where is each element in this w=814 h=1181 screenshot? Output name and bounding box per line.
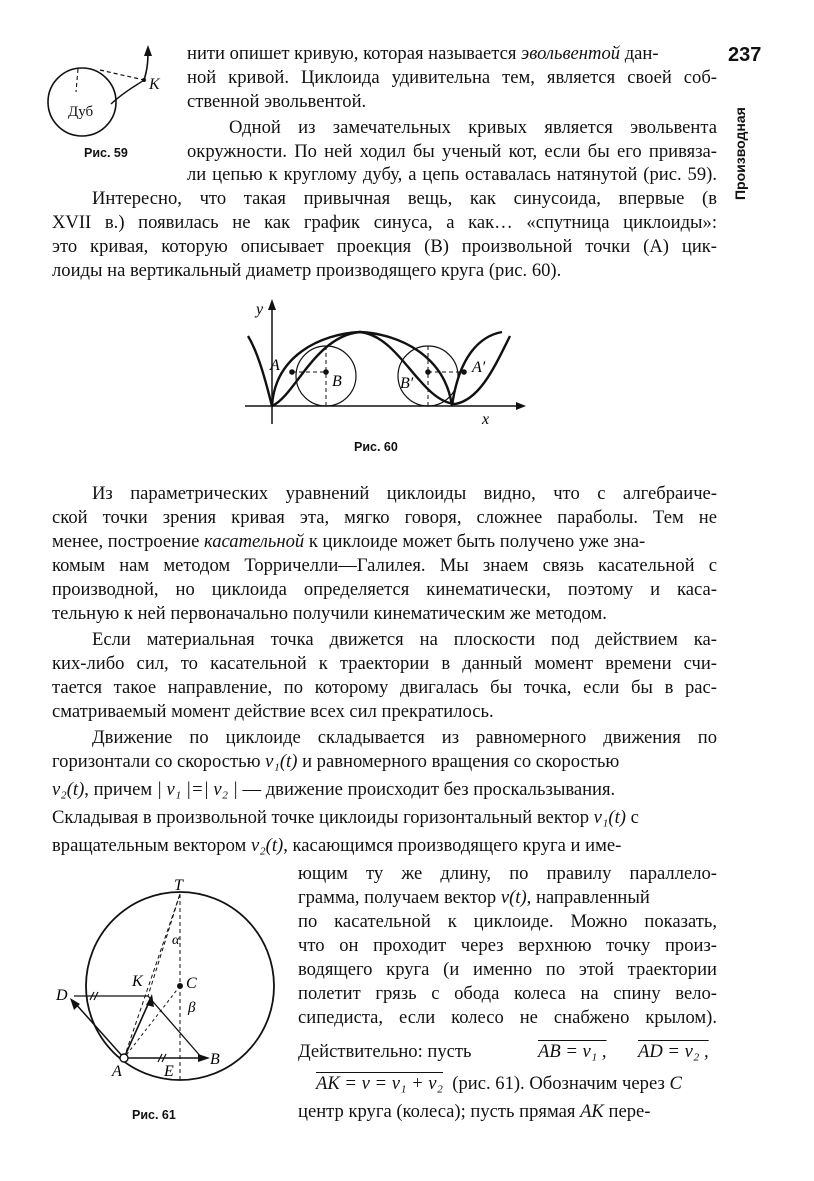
math-vt: v(t) xyxy=(500,887,527,908)
text-line: ли цепью к круглому дубу, а цепь оставалась натянутой (рис. 59). xyxy=(187,164,717,185)
fig61-label-e: E xyxy=(164,1063,174,1080)
text-line: ющим ту же длину, по правилу параллело- xyxy=(298,863,717,884)
text-line: центр круга (колеса); пусть прямая AK пере- xyxy=(298,1101,651,1122)
fig61-label-k: K xyxy=(132,973,143,990)
running-head: Производная xyxy=(732,107,748,200)
text-line: что он проходит через верхнюю точку произ- xyxy=(298,935,717,956)
math-v1t: v₁(t) xyxy=(593,807,626,828)
fig60-label-b-prime: B′ xyxy=(400,375,414,392)
fig61-label-alpha: α xyxy=(172,933,180,948)
text-line: нити опишет кривую, которая называется эвольвентой дан- xyxy=(187,43,659,64)
text-line: Действительно: пусть AB = v₁ , AD = v₂ , xyxy=(298,1041,709,1062)
text-line: по касательной к циклоиде. Можно показать, xyxy=(298,911,717,932)
text-line: вращательным вектором v₂(t), касающимся производящего круга и име- xyxy=(52,835,622,856)
fig60-label-y: y xyxy=(256,301,264,318)
text-line: это кривая, которую описывает проекция (B) произвольной точки (A) цик- xyxy=(52,236,717,257)
math-v2t: v₂(t) xyxy=(52,779,85,800)
text-line: производной, но циклоида определяется кинематически, поэтому и каса- xyxy=(52,579,717,600)
math-v1t: v₁(t) xyxy=(265,751,298,772)
text-line: тельную к ней первоначально получили кинематическим же методом. xyxy=(52,603,607,624)
term-tangent: касательной xyxy=(203,531,305,552)
text-line: Из параметрических уравнений циклоиды видно, что с алгебраиче- xyxy=(92,483,717,504)
term-evolvent: эвольвентой xyxy=(521,43,621,64)
text-line: сипедиста, если колесо не снабжено крылом). xyxy=(298,1007,717,1028)
text-line: тается такое направление, по которому двигалась бы точка, если бы в рас- xyxy=(52,677,717,698)
text-line: горизонтали со скоростью v₁(t) и равномерного вращения со скоростью xyxy=(52,751,620,772)
fig61-label-d: D xyxy=(56,987,68,1004)
text-line: полетит грязь с обода колеса на спину вело- xyxy=(298,983,717,1004)
math-ak: AK xyxy=(580,1101,604,1122)
fig59-caption: Рис. 59 xyxy=(84,146,128,160)
text-line: Складывая в произвольной точке циклоиды горизонтальный вектор v₁(t) с xyxy=(52,807,639,828)
fig60-caption: Рис. 60 xyxy=(354,440,398,454)
fig61-label-b: B xyxy=(210,1051,220,1068)
math-abs-eq: | v₁ |=| v₂ | xyxy=(156,779,238,800)
fig61-label-t: T xyxy=(174,877,183,894)
fig61-caption: Рис. 61 xyxy=(132,1108,176,1122)
text-line: Интересно, что такая привычная вещь, как синусоида, впервые (в xyxy=(92,188,717,209)
text-line: ской точки зрения кривая эта, мягко говоря, сложнее параболы. Тем не xyxy=(52,507,717,528)
math-ad-eq: AD = v₂ , xyxy=(638,1041,709,1062)
fig60-label-x: x xyxy=(482,411,490,428)
text-line: v₂(t), причем | v₁ |=| v₂ | — движение происходит без проскальзывания. xyxy=(52,779,616,800)
figure-61 xyxy=(52,876,284,1086)
text-line: ственной эвольвентой. xyxy=(187,91,367,112)
page-number: 237 xyxy=(728,44,762,66)
text-line: Движение по циклоиде складывается из равномерного движения по xyxy=(92,727,717,748)
text-line: водящего круга (и именно по этой траектории xyxy=(298,959,717,980)
text-line: грамма, получаем вектор v(t), направленный xyxy=(298,887,650,908)
fig59-point-k: K xyxy=(149,76,160,93)
fig60-label-b: B xyxy=(332,373,342,390)
math-ab-eq: AB = v₁ , xyxy=(538,1041,607,1062)
text-line: Если материальная точка движется на плоскости под действием ка- xyxy=(92,629,717,650)
math-ak-eq: AK = v = v₁ + v₂ xyxy=(316,1073,443,1094)
fig60-label-a: A xyxy=(270,357,280,374)
text-line: XVII в.) появилась не как график синуса, а как… «спутница циклоиды»: xyxy=(52,212,717,233)
text-line: ной кривой. Циклоида удивительна тем, является своей соб- xyxy=(187,67,717,88)
text-line: ких-либо сил, то касательной к траектории в данный момент времени счи- xyxy=(52,653,717,674)
text-line: окружности. По ней ходил бы ученый кот, если бы его привяза- xyxy=(187,141,717,162)
text-line: лоиды на вертикальный диаметр производящего круга (рис. 60). xyxy=(52,260,562,281)
text-line: AK = v = v₁ + v₂ (рис. 61). Обозначим через C xyxy=(316,1073,682,1094)
text-line: комым нам методом Торричелли—Галилея. Мы знаем связь касательной с xyxy=(52,555,717,576)
text-line: менее, построение касательной к циклоиде может быть получено уже зна- xyxy=(52,531,646,552)
fig61-label-beta: β xyxy=(188,1000,196,1016)
fig60-label-a-prime: A′ xyxy=(472,359,486,376)
fig61-label-a: A xyxy=(112,1063,122,1080)
fig61-label-c: C xyxy=(186,975,197,992)
math-c: C xyxy=(669,1073,682,1094)
text-line: сматриваемый момент действие всех сил прекратилось. xyxy=(52,701,494,722)
fig59-oak-label: Дуб xyxy=(68,104,94,120)
math-v2t: v₂(t) xyxy=(250,835,284,856)
text-line: Одной из замечательных кривых является эвольвента xyxy=(229,117,717,138)
figure-60 xyxy=(240,296,530,432)
